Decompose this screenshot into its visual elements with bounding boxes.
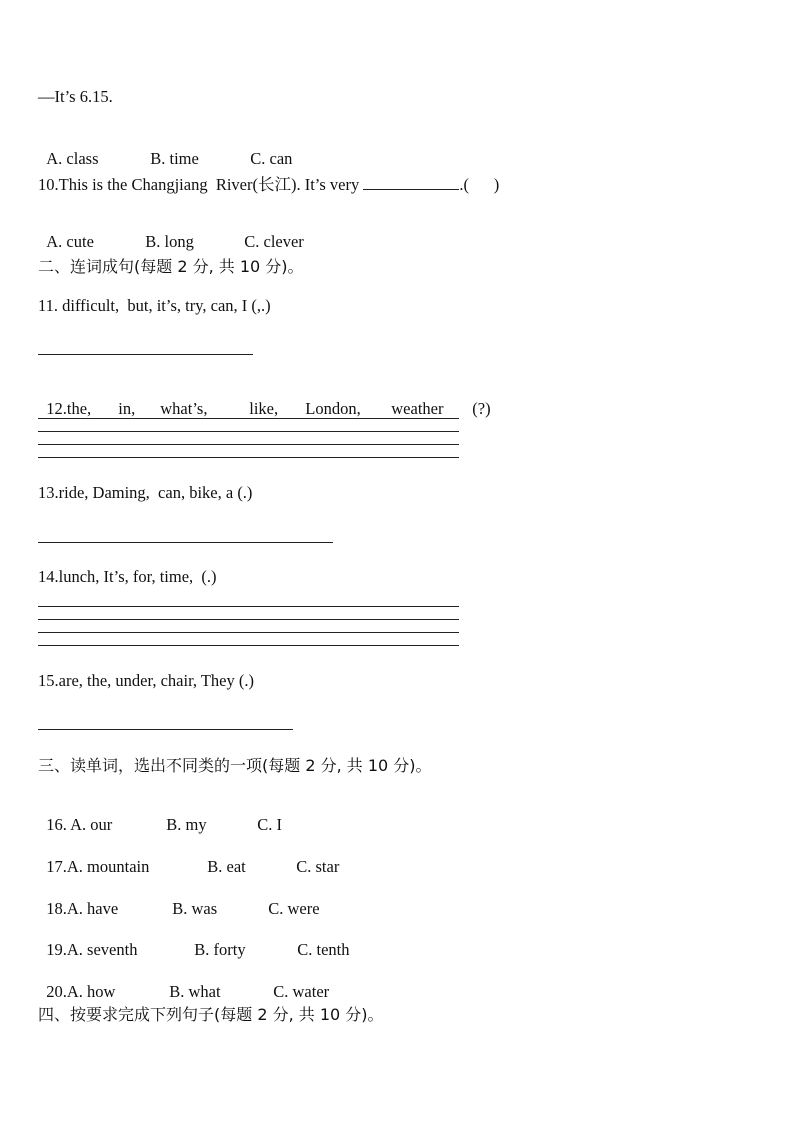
q14-prompt: 14.lunch, It’s, for, time, (.) xyxy=(38,567,217,586)
q19-option-a: 19.A. seventh xyxy=(46,940,138,959)
q10-text-before: 10.This is the Changjiang River(长江). It’s very xyxy=(38,175,364,194)
q11-answer-line[interactable] xyxy=(38,354,253,355)
q18-option-a: 18.A. have xyxy=(46,899,119,918)
q17-option-c: C. star xyxy=(296,857,340,876)
section-4-heading: 四、按要求完成下列句子(每题 2 分, 共 10 分)。 xyxy=(38,1005,384,1024)
section-2-heading: 二、连词成句(每题 2 分, 共 10 分)。 xyxy=(38,257,304,276)
q19-option-c: C. tenth xyxy=(297,940,350,959)
q15-prompt: 15.are, the, under, chair, They (.) xyxy=(38,671,254,690)
q17-option-a: 17.A. mountain xyxy=(46,857,150,876)
section-3-heading: 三、读单词，选出不同类的一项(每题 2 分, 共 10 分)。 xyxy=(38,756,432,775)
q18-row xyxy=(38,879,320,919)
q15-answer-line[interactable] xyxy=(38,729,293,730)
q10-text-after: .( ) xyxy=(459,175,500,194)
q12-word: in, xyxy=(118,399,136,418)
q12-answer-line[interactable] xyxy=(38,444,459,445)
q18-option-b: B. was xyxy=(172,899,218,918)
q12-word: weather xyxy=(391,399,444,418)
q9-options xyxy=(38,129,292,169)
q19-row xyxy=(38,920,350,960)
q11-prompt: 11. difficult, but, it’s, try, can, I (,.) xyxy=(38,296,271,315)
q12-prompt xyxy=(38,379,491,419)
q14-answer-line[interactable] xyxy=(38,632,459,633)
previous-answer-line: —It’s 6.15. xyxy=(38,87,113,106)
q20-option-a: 20.A. how xyxy=(46,982,116,1001)
q9-option-c: C. can xyxy=(250,149,293,168)
q9-option-a: A. class xyxy=(46,149,99,168)
q12-word: London, xyxy=(305,399,361,418)
q19-option-b: B. forty xyxy=(194,940,246,959)
q13-prompt: 13.ride, Daming, can, bike, a (.) xyxy=(38,483,253,502)
q9-option-b: B. time xyxy=(150,149,199,168)
q17-row xyxy=(38,837,339,877)
q10-option-b: B. long xyxy=(145,232,194,251)
q12-word: what’s, xyxy=(160,399,208,418)
q12-answer-line[interactable] xyxy=(38,418,459,419)
q10-blank[interactable] xyxy=(363,175,459,190)
q16-option-c: C. I xyxy=(257,815,282,834)
q20-option-b: B. what xyxy=(169,982,221,1001)
q14-answer-line[interactable] xyxy=(38,606,459,607)
q12-word: like, xyxy=(249,399,279,418)
q13-answer-line[interactable] xyxy=(38,542,333,543)
q12-word: (?) xyxy=(472,399,491,418)
q10-option-c: C. clever xyxy=(244,232,304,251)
q10-options xyxy=(38,212,304,252)
q12-answer-line[interactable] xyxy=(38,431,459,432)
q16-option-b: B. my xyxy=(166,815,207,834)
q10-option-a: A. cute xyxy=(46,232,94,251)
q12-answer-line[interactable] xyxy=(38,457,459,458)
q17-option-b: B. eat xyxy=(207,857,246,876)
q12-word: 12.the, xyxy=(46,399,92,418)
q20-row xyxy=(38,962,329,1002)
q16-option-a: 16. A. our xyxy=(46,815,113,834)
q10-question xyxy=(38,171,499,195)
q20-option-c: C. water xyxy=(273,982,330,1001)
q14-answer-line[interactable] xyxy=(38,645,459,646)
q14-answer-line[interactable] xyxy=(38,619,459,620)
q16-row xyxy=(38,795,282,835)
q18-option-c: C. were xyxy=(268,899,320,918)
